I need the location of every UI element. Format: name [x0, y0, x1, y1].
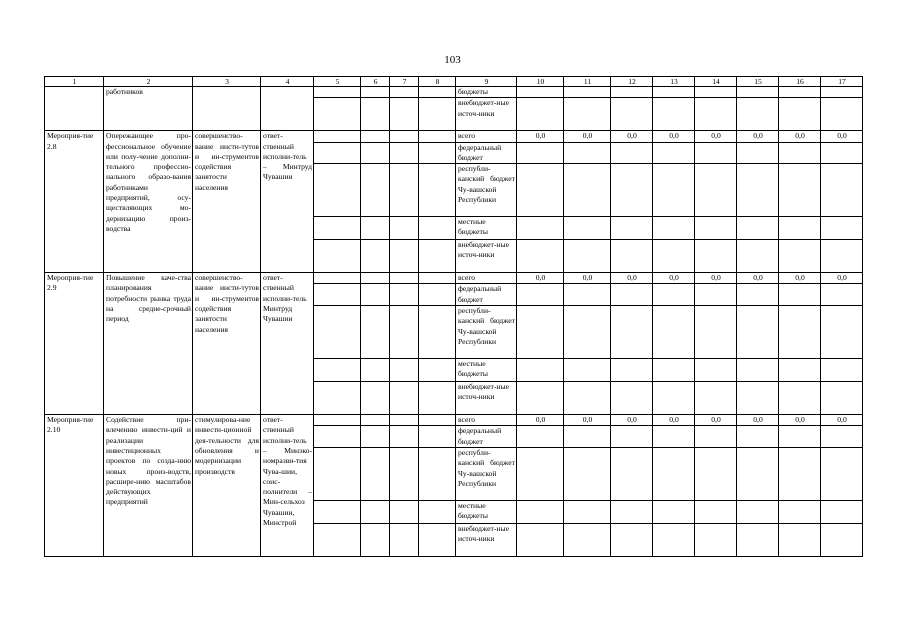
cell-empty [611, 447, 653, 500]
cell-empty [361, 306, 390, 359]
cell-empty [390, 306, 419, 359]
total-value: 0,0 [517, 131, 564, 142]
cell-empty [695, 217, 737, 240]
source-cell: внебюджет-ные источ-ники [456, 98, 517, 131]
total-value: 0,0 [653, 415, 695, 426]
cell-empty [611, 382, 653, 415]
header-cell: 8 [419, 77, 456, 87]
cell-empty [361, 87, 390, 98]
cell-empty [517, 500, 564, 523]
cell-empty [821, 523, 863, 556]
cell-empty [361, 415, 390, 426]
cell-empty [779, 447, 821, 500]
cell-empty [390, 284, 419, 306]
total-value: 0,0 [517, 273, 564, 284]
total-value: 0,0 [737, 131, 779, 142]
total-value: 0,0 [695, 131, 737, 142]
cell-empty [564, 98, 611, 131]
cell-empty [611, 164, 653, 217]
table-row [45, 87, 863, 98]
cell-empty [737, 98, 779, 131]
cell-empty [695, 382, 737, 415]
cell-empty [419, 217, 456, 240]
cell-empty [611, 359, 653, 382]
header-row [45, 77, 863, 87]
cell-empty [779, 306, 821, 359]
total-value: 0,0 [779, 131, 821, 142]
header-cell: 17 [821, 77, 863, 87]
total-value: 0,0 [779, 273, 821, 284]
cell-empty [653, 142, 695, 164]
cell-empty [564, 240, 611, 273]
cell-empty [564, 523, 611, 556]
cell-empty [737, 142, 779, 164]
cell-empty [361, 359, 390, 382]
cell-empty [361, 273, 390, 284]
cell-empty [779, 382, 821, 415]
cell-empty [737, 359, 779, 382]
cell-empty [361, 284, 390, 306]
cell-empty [611, 523, 653, 556]
cell-empty [821, 240, 863, 273]
measure-executor: ответ-ственный исполни-тель – Минэко-номразви-тия Чува-шии, соис-полнители – Мин-сельхоз Чувашии, Минстрой [261, 415, 314, 557]
program-table [44, 76, 863, 557]
source-cell: всего [456, 131, 517, 142]
cell-col2: работников [104, 87, 193, 131]
source-cell: внебюджет-ные источ-ники [456, 240, 517, 273]
cell-empty [779, 284, 821, 306]
header-cell: 11 [564, 77, 611, 87]
header-cell: 12 [611, 77, 653, 87]
total-value: 0,0 [564, 131, 611, 142]
cell-empty [695, 359, 737, 382]
cell-col1 [45, 87, 104, 131]
cell-empty [361, 447, 390, 500]
cell-empty [779, 164, 821, 217]
cell-empty [361, 500, 390, 523]
cell-empty [419, 164, 456, 217]
cell-empty [653, 426, 695, 448]
cell-empty [517, 284, 564, 306]
source-cell: республи-канский бюджет Чу-вашской Республики [456, 164, 517, 217]
total-value: 0,0 [821, 415, 863, 426]
cell-empty [611, 306, 653, 359]
cell-empty [517, 164, 564, 217]
cell-empty [695, 426, 737, 448]
header-cell: 4 [261, 77, 314, 87]
cell-empty [314, 523, 361, 556]
cell-empty [695, 142, 737, 164]
cell-empty [314, 284, 361, 306]
cell-empty [695, 164, 737, 217]
measure-executor: ответ-ственный исполни-тель Минтруд Чувашии [261, 273, 314, 415]
header-cell: 6 [361, 77, 390, 87]
cell-empty [314, 98, 361, 131]
cell-empty [737, 447, 779, 500]
cell-empty [737, 284, 779, 306]
cell-empty [737, 217, 779, 240]
table-body [45, 77, 863, 557]
cell-empty [653, 87, 695, 98]
cell-empty [314, 164, 361, 217]
cell-empty [419, 447, 456, 500]
header-cell: 7 [390, 77, 419, 87]
header-cell: 5 [314, 77, 361, 87]
header-cell: 2 [104, 77, 193, 87]
cell-empty [314, 131, 361, 142]
cell-empty [737, 382, 779, 415]
cell-empty [779, 98, 821, 131]
cell-empty [821, 142, 863, 164]
cell-empty [611, 500, 653, 523]
cell-empty [564, 164, 611, 217]
cell-empty [419, 240, 456, 273]
cell-empty [611, 426, 653, 448]
cell-empty [314, 240, 361, 273]
cell-empty [611, 87, 653, 98]
total-value: 0,0 [653, 131, 695, 142]
cell-empty [390, 217, 419, 240]
cell-empty [737, 523, 779, 556]
total-value: 0,0 [821, 273, 863, 284]
cell-empty [517, 306, 564, 359]
cell-empty [314, 447, 361, 500]
cell-empty [821, 164, 863, 217]
cell-empty [564, 87, 611, 98]
cell-empty [779, 217, 821, 240]
source-cell: республи-канский бюджет Чу-вашской Республики [456, 447, 517, 500]
cell-empty [517, 87, 564, 98]
cell-empty [517, 382, 564, 415]
cell-empty [564, 382, 611, 415]
measure-description: Опережающее про-фессиональное обучение или полу-чение дополни-тельного профессио-нального образо-вания работниками предприятий, осу-ществляющих мо-дернизацию произ-водства [104, 131, 193, 273]
cell-empty [653, 98, 695, 131]
cell-col4 [261, 87, 314, 131]
cell-empty [419, 359, 456, 382]
cell-empty [611, 217, 653, 240]
cell-empty [314, 500, 361, 523]
cell-empty [419, 426, 456, 448]
cell-empty [314, 359, 361, 382]
source-cell: местные бюджеты [456, 217, 517, 240]
cell-empty [779, 87, 821, 98]
cell-empty [821, 98, 863, 131]
cell-empty [653, 447, 695, 500]
cell-empty [390, 131, 419, 142]
cell-empty [361, 142, 390, 164]
cell-empty [737, 164, 779, 217]
cell-empty [361, 523, 390, 556]
measure-executor: ответ-ственный исполни-тель – Минтруд Чувашии [261, 131, 314, 273]
cell-empty [361, 217, 390, 240]
cell-empty [564, 142, 611, 164]
cell-empty [419, 306, 456, 359]
cell-empty [390, 359, 419, 382]
cell-empty [653, 284, 695, 306]
cell-empty [314, 426, 361, 448]
cell-empty [314, 217, 361, 240]
cell-empty [653, 523, 695, 556]
header-cell: 3 [193, 77, 261, 87]
cell-empty [653, 240, 695, 273]
cell-empty [390, 273, 419, 284]
total-value: 0,0 [611, 273, 653, 284]
header-cell: 1 [45, 77, 104, 87]
source-cell: бюджеты [456, 87, 517, 98]
source-cell: федеральный бюджет [456, 284, 517, 306]
cell-empty [695, 447, 737, 500]
cell-empty [779, 523, 821, 556]
cell-empty [779, 359, 821, 382]
cell-empty [821, 87, 863, 98]
cell-empty [361, 240, 390, 273]
cell-empty [564, 500, 611, 523]
total-value: 0,0 [695, 415, 737, 426]
cell-empty [821, 284, 863, 306]
cell-empty [390, 382, 419, 415]
total-value: 0,0 [737, 273, 779, 284]
cell-empty [419, 142, 456, 164]
total-value: 0,0 [695, 273, 737, 284]
cell-empty [737, 306, 779, 359]
cell-empty [779, 142, 821, 164]
cell-empty [361, 426, 390, 448]
cell-empty [390, 98, 419, 131]
cell-empty [314, 273, 361, 284]
cell-empty [779, 500, 821, 523]
cell-empty [821, 359, 863, 382]
source-cell: местные бюджеты [456, 359, 517, 382]
total-value: 0,0 [517, 415, 564, 426]
cell-empty [564, 217, 611, 240]
total-value: 0,0 [821, 131, 863, 142]
measure-description: Содействие при-влечению инвести-ций и реализации инвестиционных проектов по созда-нию новых произ-водств, расшире-нию масштабов действующих предприятий [104, 415, 193, 557]
total-value: 0,0 [611, 415, 653, 426]
cell-empty [653, 500, 695, 523]
cell-empty [564, 447, 611, 500]
cell-empty [361, 164, 390, 217]
cell-empty [695, 523, 737, 556]
cell-empty [653, 164, 695, 217]
table-row [45, 415, 863, 426]
header-cell: 14 [695, 77, 737, 87]
header-cell: 16 [779, 77, 821, 87]
source-cell: всего [456, 415, 517, 426]
cell-empty [390, 447, 419, 500]
measure-name: Мероприя-тие 2.9 [45, 273, 104, 415]
cell-empty [517, 240, 564, 273]
cell-empty [517, 523, 564, 556]
cell-empty [390, 240, 419, 273]
cell-empty [517, 217, 564, 240]
cell-empty [419, 284, 456, 306]
header-cell: 15 [737, 77, 779, 87]
measure-name: Мероприя-тие 2.8 [45, 131, 104, 273]
cell-empty [821, 217, 863, 240]
cell-empty [419, 523, 456, 556]
source-cell: всего [456, 273, 517, 284]
cell-empty [611, 98, 653, 131]
cell-empty [695, 500, 737, 523]
cell-empty [564, 426, 611, 448]
total-value: 0,0 [779, 415, 821, 426]
cell-empty [361, 98, 390, 131]
cell-empty [517, 426, 564, 448]
measure-name: Мероприя-тие 2.10 [45, 415, 104, 557]
cell-empty [361, 131, 390, 142]
cell-empty [821, 382, 863, 415]
cell-col3 [193, 87, 261, 131]
cell-empty [737, 500, 779, 523]
source-cell: федеральный бюджет [456, 426, 517, 448]
cell-empty [737, 426, 779, 448]
header-cell: 10 [517, 77, 564, 87]
cell-empty [653, 217, 695, 240]
cell-empty [314, 415, 361, 426]
cell-empty [695, 87, 737, 98]
cell-empty [821, 426, 863, 448]
cell-empty [390, 426, 419, 448]
table-row [45, 131, 863, 142]
cell-empty [695, 240, 737, 273]
cell-empty [611, 284, 653, 306]
source-cell: федеральный бюджет [456, 142, 517, 164]
total-value: 0,0 [564, 415, 611, 426]
cell-empty [695, 306, 737, 359]
cell-empty [419, 500, 456, 523]
page-number: 103 [444, 54, 461, 66]
cell-empty [737, 240, 779, 273]
cell-empty [314, 87, 361, 98]
cell-empty [517, 447, 564, 500]
cell-empty [419, 382, 456, 415]
cell-empty [390, 500, 419, 523]
cell-empty [517, 142, 564, 164]
cell-empty [695, 284, 737, 306]
measure-goal: совершенство-вание инсти-тутов и ин-струментов содействия занятости населения [193, 273, 261, 415]
total-value: 0,0 [611, 131, 653, 142]
cell-empty [419, 98, 456, 131]
cell-empty [314, 382, 361, 415]
cell-empty [361, 382, 390, 415]
cell-empty [419, 273, 456, 284]
cell-empty [653, 359, 695, 382]
total-value: 0,0 [653, 273, 695, 284]
cell-empty [419, 131, 456, 142]
cell-empty [564, 306, 611, 359]
cell-empty [821, 500, 863, 523]
cell-empty [419, 87, 456, 98]
cell-empty [517, 98, 564, 131]
total-value: 0,0 [564, 273, 611, 284]
header-cell: 9 [456, 77, 517, 87]
measure-goal: стимулирова-ние инвести-ционной дея-тельности для обновления и модернизации производств [193, 415, 261, 557]
cell-empty [695, 98, 737, 131]
cell-empty [653, 382, 695, 415]
cell-empty [653, 306, 695, 359]
cell-empty [390, 523, 419, 556]
cell-empty [611, 240, 653, 273]
cell-empty [611, 142, 653, 164]
cell-empty [390, 142, 419, 164]
cell-empty [390, 164, 419, 217]
cell-empty [314, 142, 361, 164]
cell-empty [821, 447, 863, 500]
header-cell: 13 [653, 77, 695, 87]
cell-empty [564, 359, 611, 382]
source-cell: внебюджет-ные источ-ники [456, 382, 517, 415]
cell-empty [779, 240, 821, 273]
total-value: 0,0 [737, 415, 779, 426]
measure-goal: совершенство-вание инсти-тутов и ин-струментов содействия занятости населения [193, 131, 261, 273]
cell-empty [517, 359, 564, 382]
cell-empty [314, 306, 361, 359]
cell-empty [564, 284, 611, 306]
cell-empty [390, 87, 419, 98]
source-cell: внебюджет-ные источ-ники [456, 523, 517, 556]
cell-empty [737, 87, 779, 98]
source-cell: республи-канский бюджет Чу-вашской Республики [456, 306, 517, 359]
cell-empty [419, 415, 456, 426]
cell-empty [779, 426, 821, 448]
table-row [45, 273, 863, 284]
source-cell: местные бюджеты [456, 500, 517, 523]
cell-empty [821, 306, 863, 359]
cell-empty [390, 415, 419, 426]
measure-description: Повышение каче-ства планирования потребности рынка труда на средне-срочный период [104, 273, 193, 415]
